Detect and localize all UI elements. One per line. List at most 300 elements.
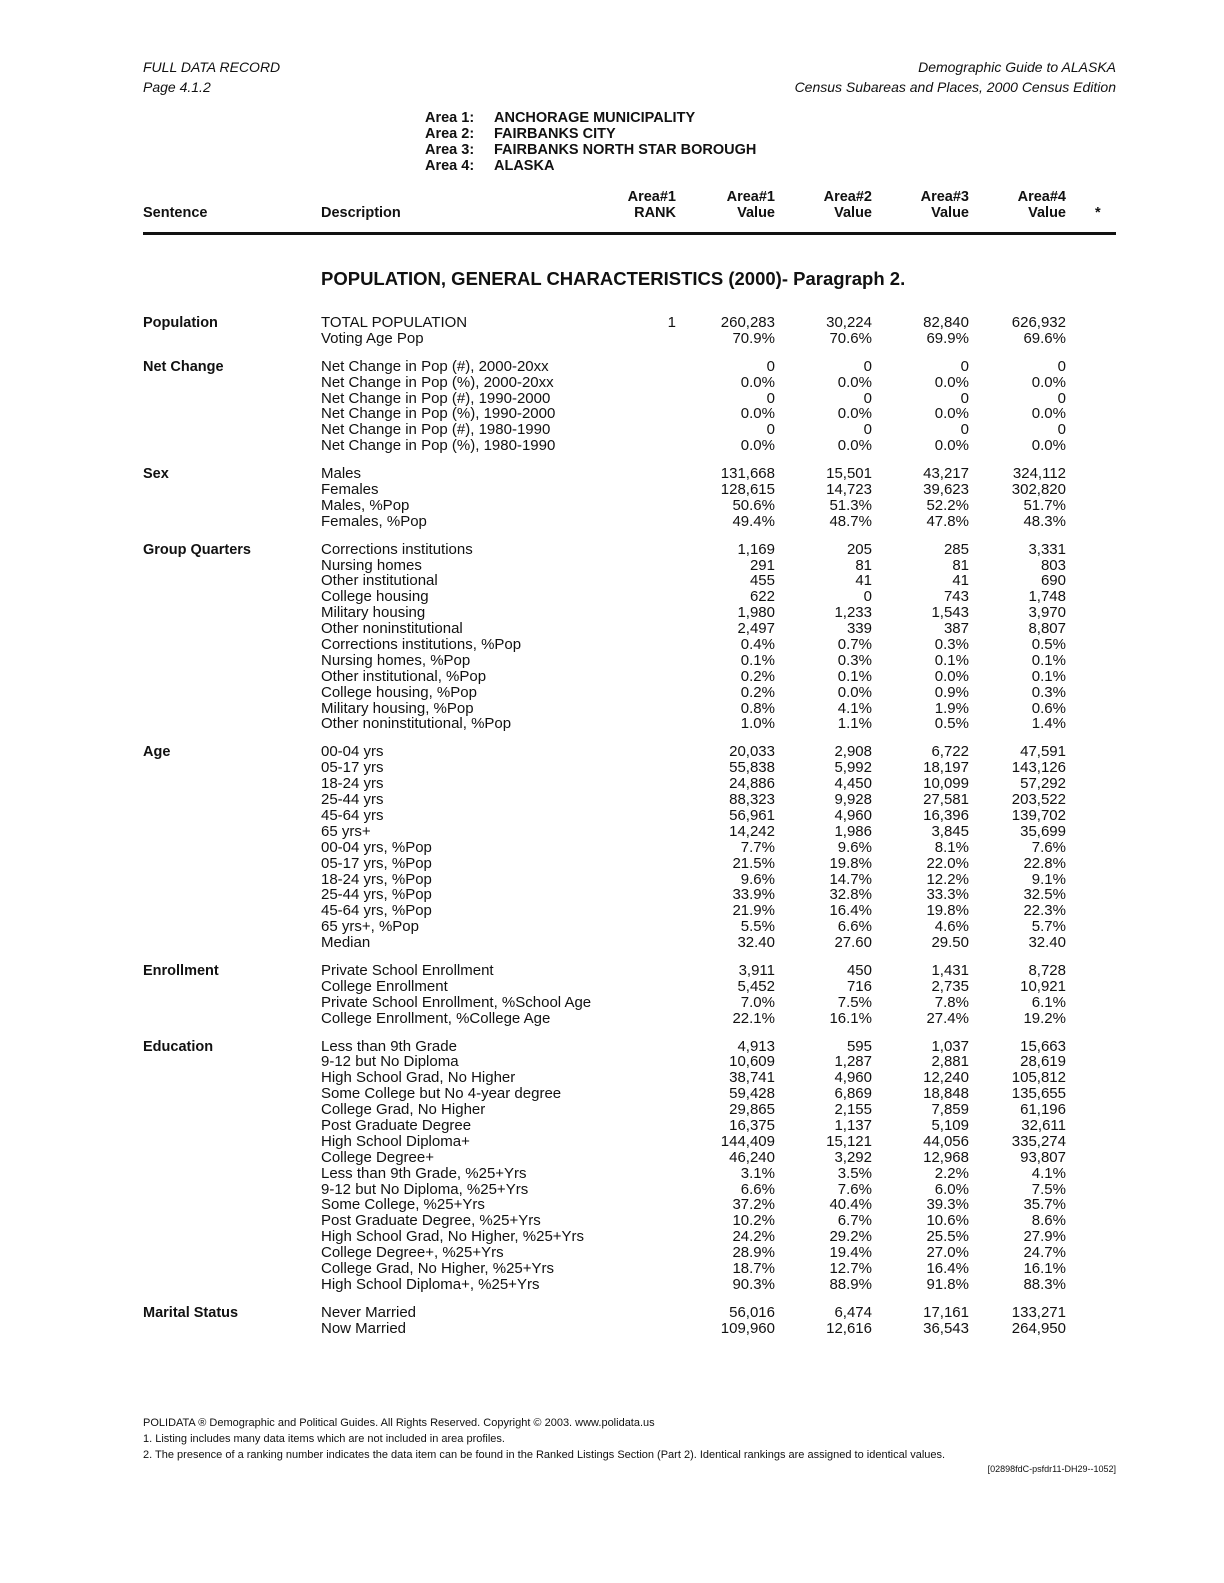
row-description: Now Married (321, 1319, 407, 1337)
row-area2-value: 2,155 (834, 1101, 872, 1119)
row-area4-value: 8,728 (1028, 961, 1066, 979)
row-area3-value: 0.9% (934, 683, 969, 701)
row-area4-value: 51.7% (1023, 496, 1066, 514)
col-star: * (1095, 205, 1101, 221)
row-area2-value: 205 (846, 540, 872, 558)
row-area1-value: 29,865 (729, 1101, 775, 1119)
row-description: Post Graduate Degree, %25+Yrs (321, 1212, 541, 1230)
row-area2-value: 0 (863, 357, 872, 375)
row-area1-value: 109,960 (720, 1319, 775, 1337)
row-area2-value: 4.1% (837, 699, 872, 717)
row-area2-value: 7.6% (837, 1180, 872, 1198)
row-area3-value: 18,848 (923, 1085, 969, 1103)
area-list (425, 110, 756, 174)
row-area4-value: 16.1% (1023, 1259, 1066, 1277)
table-row (143, 1321, 1116, 1337)
row-area4-value: 32.40 (1028, 934, 1066, 952)
table-row (143, 1134, 1116, 1150)
row-area1-value: 55,838 (729, 759, 775, 777)
row-description: College Grad, No Higher (321, 1101, 486, 1119)
row-area4-value: 35,699 (1020, 822, 1066, 840)
table-row (143, 1150, 1116, 1166)
row-area4-value: 143,126 (1011, 759, 1066, 777)
row-area2-value: 4,450 (834, 775, 872, 793)
row-description: Corrections institutions (321, 540, 473, 558)
row-area4-value: 0.6% (1031, 699, 1066, 717)
col-area1: Area#1 Value (726, 189, 775, 221)
row-description: 25-44 yrs (321, 791, 384, 809)
row-area4-value: 88.3% (1023, 1275, 1066, 1293)
row-area1-value: 90.3% (732, 1275, 775, 1293)
row-area3-value: 27,581 (923, 791, 969, 809)
row-area1-value: 1,169 (737, 540, 775, 558)
row-area3-value: 29.50 (931, 934, 969, 952)
row-area2-value: 1.1% (837, 715, 872, 733)
row-area2-value: 595 (846, 1037, 872, 1055)
row-area4-value: 32,611 (1021, 1116, 1066, 1134)
table-row (143, 887, 1116, 903)
row-area2-value: 2,908 (834, 743, 872, 761)
row-area2-value: 41 (855, 572, 872, 590)
row-area4-value: 8,807 (1028, 620, 1066, 638)
row-area4-value: 6.1% (1031, 993, 1066, 1011)
row-area1-value: 1.0% (740, 715, 775, 733)
row-area1-value: 291 (749, 556, 775, 574)
row-area3-value: 81 (952, 556, 969, 574)
table-row (143, 1197, 1116, 1213)
row-area2-value: 29.2% (829, 1228, 872, 1246)
row-area2-value: 1,986 (834, 822, 872, 840)
row-area4-value: 0.3% (1031, 683, 1066, 701)
row-area2-value: 27.60 (834, 934, 872, 952)
row-area1-value: 88,323 (729, 791, 775, 809)
row-area2-value: 6.6% (837, 918, 872, 936)
row-area1-value: 14,242 (729, 822, 775, 840)
row-area4-value: 105,812 (1011, 1069, 1066, 1087)
guide-subtitle: Census Subareas and Places, 2000 Census Edition (794, 79, 1116, 95)
row-area4-value: 133,271 (1011, 1303, 1066, 1321)
footer-notes (143, 1415, 945, 1463)
row-area1-value: 0 (766, 421, 775, 439)
data-table (143, 315, 1116, 1349)
table-row (143, 422, 1116, 438)
row-area3-value: 17,161 (923, 1303, 969, 1321)
row-area2-value: 9.6% (837, 838, 872, 856)
row-area4-value: 10,921 (1020, 977, 1066, 995)
row-area2-value: 0 (863, 389, 872, 407)
row-area3-value: 6,722 (931, 743, 969, 761)
row-area3-value: 3,845 (931, 822, 969, 840)
table-row (143, 995, 1116, 1011)
table-row (143, 1039, 1116, 1055)
row-area3-value: 8.1% (934, 838, 969, 856)
row-area3-value: 2.2% (934, 1164, 969, 1182)
row-area3-value: 82,840 (923, 314, 969, 331)
footnote-2: 2. The presence of a ranking number indicates the data item can be found in the Ranked Listings Section (Part 2). Identical rankings are assigned to identical values. (143, 1449, 946, 1461)
table-row (143, 542, 1116, 558)
row-area3-value: 12,240 (923, 1069, 969, 1087)
row-area3-value: 0.0% (934, 373, 969, 391)
area-row: Area 4: ALASKA (425, 158, 555, 174)
row-area1-value: 20,033 (729, 743, 775, 761)
row-description: Some College but No 4-year degree (321, 1085, 562, 1103)
row-area2-value: 16.1% (829, 1009, 872, 1027)
table-row (143, 1070, 1116, 1086)
footnote-1: 1. Listing includes many data items which are not included in area profiles. (143, 1433, 505, 1445)
row-area4-value: 264,950 (1011, 1319, 1066, 1337)
row-area1-value: 0.4% (740, 636, 775, 654)
row-area3-value: 0 (960, 421, 969, 439)
row-area3-value: 10,099 (923, 775, 969, 793)
row-area1-value: 0.0% (740, 373, 775, 391)
row-area2-value: 12,616 (826, 1319, 872, 1337)
row-description: High School Grad, No Higher (321, 1069, 516, 1087)
row-area3-value: 7.8% (934, 993, 969, 1011)
row-area4-value: 5.7% (1031, 918, 1066, 936)
row-description: 25-44 yrs, %Pop (321, 886, 432, 904)
row-area2-value: 716 (846, 977, 872, 995)
row-area3-value: 1.9% (934, 699, 969, 717)
group-label: Net Change (143, 358, 224, 375)
row-area2-value: 0.7% (837, 636, 872, 654)
row-area4-value: 47,591 (1020, 743, 1066, 761)
row-area3-value: 743 (943, 588, 969, 606)
row-rank: 1 (667, 314, 676, 331)
row-area1-value: 16,375 (729, 1116, 775, 1134)
row-area2-value: 1,287 (834, 1053, 872, 1071)
row-description: High School Diploma+, %25+Yrs (321, 1275, 540, 1293)
row-area1-value: 5.5% (740, 918, 775, 936)
row-area4-value: 302,820 (1011, 481, 1066, 499)
table-row (143, 1182, 1116, 1198)
row-area4-value: 61,196 (1020, 1101, 1066, 1119)
row-area4-value: 0 (1057, 389, 1066, 407)
row-area3-value: 2,735 (931, 977, 969, 995)
row-area3-value: 52.2% (926, 496, 969, 514)
row-area4-value: 0 (1057, 421, 1066, 439)
row-area3-value: 387 (943, 620, 969, 638)
row-area1-value: 37.2% (732, 1196, 775, 1214)
group-label: Population (143, 315, 218, 331)
row-area4-value: 139,702 (1011, 806, 1066, 824)
row-area3-value: 0.5% (934, 715, 969, 733)
row-description: College Degree+ (321, 1148, 434, 1166)
row-area2-value: 0 (863, 588, 872, 606)
row-area3-value: 0.0% (934, 405, 969, 423)
row-area3-value: 12.2% (926, 870, 969, 888)
row-area4-value: 203,522 (1011, 791, 1066, 809)
row-area4-value: 32.5% (1023, 886, 1066, 904)
row-description: Females (321, 481, 379, 499)
row-area2-value: 16.4% (829, 902, 872, 920)
row-area1-value: 260,283 (720, 314, 775, 331)
document-code: [02898fdC-psfdr11-DH29--1052] (987, 1464, 1116, 1474)
row-area2-value: 0.1% (837, 667, 872, 685)
row-area2-value: 0.3% (837, 651, 872, 669)
table-row (143, 1102, 1116, 1118)
row-area1-value: 7.7% (740, 838, 775, 856)
row-area2-value: 6,869 (834, 1085, 872, 1103)
row-area2-value: 51.3% (829, 496, 872, 514)
row-area1-value: 128,615 (720, 481, 775, 499)
row-area2-value: 6,474 (834, 1303, 872, 1321)
table-row (143, 637, 1116, 653)
row-area4-value: 24.7% (1023, 1244, 1066, 1262)
group-marital-status (143, 1305, 1116, 1337)
row-area4-value: 690 (1040, 572, 1066, 590)
table-row (143, 331, 1116, 347)
group-label: Age (143, 744, 171, 761)
row-description: 00-04 yrs (321, 743, 384, 761)
row-area3-value: 0 (960, 389, 969, 407)
row-area3-value: 19.8% (926, 902, 969, 920)
table-row (143, 669, 1116, 685)
row-area3-value: 10.6% (926, 1212, 969, 1230)
table-row (143, 315, 1116, 331)
row-area4-value: 0 (1057, 357, 1066, 375)
row-area3-value: 0 (960, 357, 969, 375)
row-area1-value: 0.0% (740, 437, 775, 455)
row-area4-value: 8.6% (1031, 1212, 1066, 1230)
table-row (143, 653, 1116, 669)
col-sentence: Sentence (143, 205, 208, 221)
row-area1-value: 144,409 (720, 1132, 775, 1150)
row-area4-value: 0.0% (1031, 373, 1066, 391)
row-area4-value: 15,663 (1020, 1037, 1066, 1055)
group-label: Education (143, 1038, 214, 1055)
row-description: Voting Age Pop (321, 329, 424, 347)
table-row (143, 824, 1116, 840)
row-area1-value: 0 (766, 357, 775, 375)
table-row (143, 1213, 1116, 1229)
table-row (143, 760, 1116, 776)
table-row (143, 808, 1116, 824)
table-row (143, 391, 1116, 407)
row-area1-value: 2,497 (737, 620, 775, 638)
row-area2-value: 15,501 (826, 465, 872, 483)
row-description: College Enrollment (321, 977, 448, 995)
row-area2-value: 48.7% (829, 512, 872, 530)
row-area2-value: 7.5% (837, 993, 872, 1011)
row-description: 45-64 yrs (321, 806, 384, 824)
row-area3-value: 16,396 (923, 806, 969, 824)
table-row (143, 1245, 1116, 1261)
row-area4-value: 7.5% (1031, 1180, 1066, 1198)
row-area2-value: 4,960 (834, 1069, 872, 1087)
row-description: Net Change in Pop (#), 1990-2000 (321, 389, 551, 407)
row-area3-value: 0.0% (934, 667, 969, 685)
row-area1-value: 0.2% (740, 683, 775, 701)
row-area2-value: 5,992 (834, 759, 872, 777)
row-area3-value: 39,623 (923, 481, 969, 499)
group-group-quarters (143, 542, 1116, 733)
table-row (143, 589, 1116, 605)
group-enrollment (143, 963, 1116, 1027)
row-area1-value: 7.0% (740, 993, 775, 1011)
row-area4-value: 93,807 (1020, 1148, 1066, 1166)
row-description: Net Change in Pop (#), 1980-1990 (321, 421, 551, 439)
row-area2-value: 12.7% (829, 1259, 872, 1277)
row-description: Corrections institutions, %Pop (321, 636, 522, 654)
table-row (143, 375, 1116, 391)
row-area4-value: 0.1% (1031, 651, 1066, 669)
row-area3-value: 12,968 (923, 1148, 969, 1166)
row-area2-value: 15,121 (826, 1132, 872, 1150)
row-area1-value: 24.2% (732, 1228, 775, 1246)
row-description: Females, %Pop (321, 512, 427, 530)
row-description: Net Change in Pop (%), 2000-20xx (321, 373, 554, 391)
row-area3-value: 1,037 (931, 1037, 969, 1055)
row-area4-value: 57,292 (1020, 775, 1066, 793)
row-area2-value: 339 (846, 620, 872, 638)
row-area2-value: 14,723 (826, 481, 872, 499)
row-area1-value: 46,240 (729, 1148, 775, 1166)
table-row (143, 1305, 1116, 1321)
row-area1-value: 70.9% (732, 329, 775, 347)
copyright-line: POLIDATA ® Demographic and Political Guides. All Rights Reserved. Copyright © 2003. www.polidata.us (143, 1417, 655, 1429)
table-row (143, 856, 1116, 872)
table-row (143, 744, 1116, 760)
row-area2-value: 19.4% (829, 1244, 872, 1262)
row-area4-value: 626,932 (1011, 314, 1066, 331)
row-area1-value: 4,913 (737, 1037, 775, 1055)
row-area3-value: 1,543 (931, 604, 969, 622)
row-area3-value: 18,197 (923, 759, 969, 777)
record-type: FULL DATA RECORD (143, 59, 281, 75)
row-area3-value: 16.4% (926, 1259, 969, 1277)
row-description: Nursing homes (321, 556, 422, 574)
row-area3-value: 27.4% (926, 1009, 969, 1027)
table-row (143, 406, 1116, 422)
row-area1-value: 1,980 (737, 604, 775, 622)
row-area2-value: 81 (855, 556, 872, 574)
row-description: Private School Enrollment (321, 961, 494, 979)
row-area1-value: 0.8% (740, 699, 775, 717)
page-number: Page 4.1.2 (143, 79, 211, 95)
row-area2-value: 0.0% (837, 683, 872, 701)
row-area3-value: 43,217 (923, 465, 969, 483)
row-area2-value: 19.8% (829, 854, 872, 872)
row-area2-value: 1,137 (834, 1116, 872, 1134)
row-description: 45-64 yrs, %Pop (321, 902, 432, 920)
row-area1-value: 0.1% (740, 651, 775, 669)
row-description: 9-12 but No Diploma, %25+Yrs (321, 1180, 529, 1198)
col-area4: Area#4 Value (1017, 189, 1066, 221)
row-area4-value: 0.5% (1031, 636, 1066, 654)
table-row (143, 685, 1116, 701)
row-description: Military housing, %Pop (321, 699, 474, 717)
area-row: Area 1: ANCHORAGE MUNICIPALITY (425, 110, 696, 126)
row-area3-value: 27.0% (926, 1244, 969, 1262)
row-description: Net Change in Pop (%), 1990-2000 (321, 405, 556, 423)
table-row (143, 919, 1116, 935)
row-area1-value: 6.6% (740, 1180, 775, 1198)
row-description: Private School Enrollment, %School Age (321, 993, 592, 1011)
row-description: College Enrollment, %College Age (321, 1009, 551, 1027)
row-area1-value: 131,668 (720, 465, 775, 483)
table-row (143, 776, 1116, 792)
row-area1-value: 0.0% (740, 405, 775, 423)
row-description: Net Change in Pop (#), 2000-20xx (321, 357, 549, 375)
table-row (143, 573, 1116, 589)
row-area1-value: 5,452 (737, 977, 775, 995)
row-area3-value: 5,109 (931, 1116, 969, 1134)
row-area2-value: 9,928 (834, 791, 872, 809)
row-description: Other noninstitutional (321, 620, 463, 638)
row-area4-value: 28,619 (1020, 1053, 1066, 1071)
row-area2-value: 6.7% (837, 1212, 872, 1230)
row-area3-value: 285 (943, 540, 969, 558)
header-left (143, 57, 280, 97)
group-education (143, 1039, 1116, 1293)
row-area1-value: 49.4% (732, 512, 775, 530)
row-description: Some College, %25+Yrs (321, 1196, 485, 1214)
table-row (143, 1054, 1116, 1070)
row-description: College housing, %Pop (321, 683, 477, 701)
row-area4-value: 48.3% (1023, 512, 1066, 530)
group-age (143, 744, 1116, 951)
row-area4-value: 35.7% (1023, 1196, 1066, 1214)
row-description: 65 yrs+ (321, 822, 371, 840)
row-area3-value: 36,543 (923, 1319, 969, 1337)
row-area3-value: 39.3% (926, 1196, 969, 1214)
col-area3: Area#3 Value (920, 189, 969, 221)
table-row (143, 1277, 1116, 1293)
row-area1-value: 10,609 (729, 1053, 775, 1071)
table-row (143, 558, 1116, 574)
row-area3-value: 6.0% (934, 1180, 969, 1198)
row-area4-value: 1,748 (1028, 588, 1066, 606)
row-area4-value: 335,274 (1011, 1132, 1066, 1150)
row-area1-value: 622 (749, 588, 775, 606)
table-row (143, 514, 1116, 530)
table-row (143, 979, 1116, 995)
row-area1-value: 21.9% (732, 902, 775, 920)
table-row (143, 1086, 1116, 1102)
row-description: Other institutional, %Pop (321, 667, 487, 685)
group-sex (143, 466, 1116, 530)
row-area1-value: 56,016 (729, 1303, 775, 1321)
area-row: Area 3: FAIRBANKS NORTH STAR BOROUGH (425, 142, 757, 158)
row-description: 05-17 yrs (321, 759, 384, 777)
header-right (795, 57, 1116, 97)
row-area3-value: 33.3% (926, 886, 969, 904)
row-description: Nursing homes, %Pop (321, 651, 471, 669)
row-area1-value: 455 (749, 572, 775, 590)
row-description: High School Diploma+ (321, 1132, 470, 1150)
row-area2-value: 3,292 (834, 1148, 872, 1166)
row-description: Other noninstitutional, %Pop (321, 715, 512, 733)
table-row (143, 438, 1116, 454)
row-description: Less than 9th Grade, %25+Yrs (321, 1164, 527, 1182)
row-area2-value: 0.0% (837, 405, 872, 423)
row-description: 00-04 yrs, %Pop (321, 838, 432, 856)
row-area2-value: 30,224 (826, 314, 872, 331)
row-area4-value: 0.0% (1031, 437, 1066, 455)
row-area2-value: 450 (846, 961, 872, 979)
group-label: Marital Status (143, 1304, 239, 1321)
row-area4-value: 69.6% (1023, 329, 1066, 347)
row-area1-value: 10.2% (732, 1212, 775, 1230)
table-row (143, 716, 1116, 732)
row-area1-value: 33.9% (732, 886, 775, 904)
row-area1-value: 32.40 (737, 934, 775, 952)
row-area1-value: 3.1% (740, 1164, 775, 1182)
row-area3-value: 69.9% (926, 329, 969, 347)
row-area4-value: 27.9% (1023, 1228, 1066, 1246)
row-description: 9-12 but No Diploma (321, 1053, 459, 1071)
row-area1-value: 0 (766, 389, 775, 407)
